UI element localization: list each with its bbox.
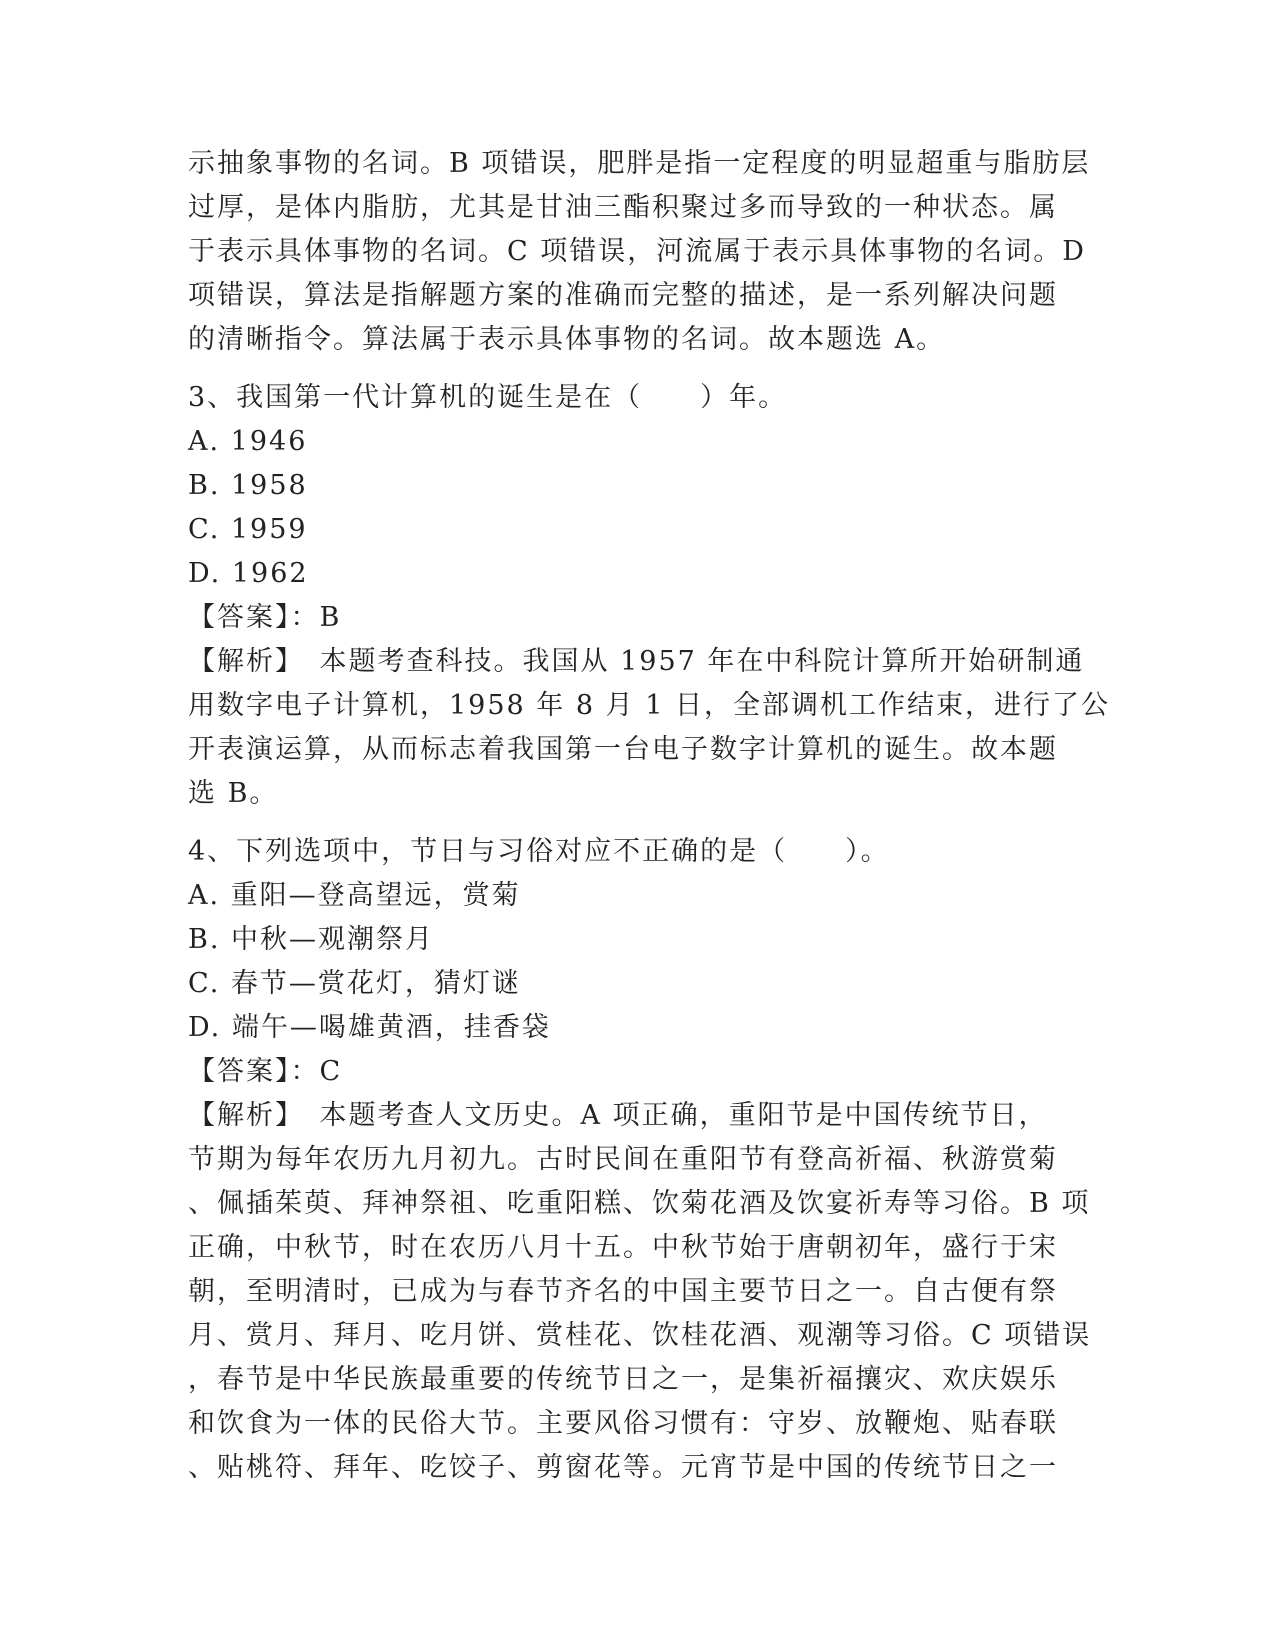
option-b: B. 中秋—观潮祭月 bbox=[188, 924, 435, 955]
option-a: A. 1946 bbox=[188, 426, 308, 457]
option-c: C. 1959 bbox=[188, 514, 308, 545]
analysis-line: 【解析】 本题考查人文历史。A 项正确，重阳节是中国传统节日， bbox=[188, 1100, 1048, 1131]
analysis-line: 朝，至明清时，已成为与春节齐名的中国主要节日之一。自古便有祭 bbox=[188, 1276, 1058, 1307]
text-line: 的清晰指令。算法属于表示具体事物的名词。故本题选 A。 bbox=[188, 324, 946, 355]
option-b: B. 1958 bbox=[188, 470, 308, 501]
question-stem: 3、我国第一代计算机的诞生是在（ ）年。 bbox=[188, 382, 788, 413]
analysis-line: 【解析】 本题考查科技。我国从 1957 年在中科院计算所开始研制通 bbox=[188, 646, 1085, 677]
text-line: 过厚，是体内脂肪，尤其是甘油三酯积聚过多而导致的一种状态。属 bbox=[188, 192, 1058, 223]
analysis-line: 月、赏月、拜月、吃月饼、赏桂花、饮桂花酒、观潮等习俗。C 项错误 bbox=[188, 1320, 1092, 1351]
analysis-line: 选 B。 bbox=[188, 778, 279, 809]
question-3 bbox=[188, 376, 1110, 816]
analysis-line: ，春节是中华民族最重要的传统节日之一，是集祈福攘灾、欢庆娱乐 bbox=[188, 1364, 1058, 1395]
analysis-line: 正确，中秋节，时在农历八月十五。中秋节始于唐朝初年，盛行于宋 bbox=[188, 1232, 1058, 1263]
question-stem: 4、下列选项中，节日与习俗对应不正确的是（ ）。 bbox=[188, 836, 890, 867]
analysis-line: 、贴桃符、拜年、吃饺子、剪窗花等。元宵节是中国的传统节日之一 bbox=[188, 1452, 1058, 1483]
analysis-line: 节期为每年农历九月初九。古时民间在重阳节有登高祈福、秋游赏菊 bbox=[188, 1144, 1058, 1175]
analysis-line: 、佩插茱萸、拜神祭祖、吃重阳糕、饮菊花酒及饮宴祈寿等习俗。B 项 bbox=[188, 1188, 1091, 1219]
option-a: A. 重阳—登高望远，赏菊 bbox=[188, 880, 521, 911]
option-d: D. 端午—喝雄黄酒，挂香袋 bbox=[188, 1012, 551, 1043]
text-line: 于表示具体事物的名词。C 项错误，河流属于表示具体事物的名词。D bbox=[188, 236, 1086, 267]
text-line: 示抽象事物的名词。B 项错误，肥胖是指一定程度的明显超重与脂肪层 bbox=[188, 148, 1091, 179]
answer-line: 【答案】：C bbox=[188, 1056, 343, 1087]
document-page bbox=[188, 142, 1110, 1490]
option-c: C. 春节—赏花灯，猜灯谜 bbox=[188, 968, 521, 999]
analysis-line: 开表演运算，从而标志着我国第一台电子数字计算机的诞生。故本题 bbox=[188, 734, 1058, 765]
continuation-paragraph bbox=[188, 142, 1091, 362]
answer-line: 【答案】：B bbox=[188, 602, 342, 633]
text-line: 项错误，算法是指解题方案的准确而完整的描述，是一系列解决问题 bbox=[188, 280, 1058, 311]
analysis-line: 和饮食为一体的民俗大节。主要风俗习惯有：守岁、放鞭炮、贴春联 bbox=[188, 1408, 1058, 1439]
analysis-line: 用数字电子计算机，1958 年 8 月 1 日，全部调机工作结束，进行了公 bbox=[188, 690, 1110, 721]
option-d: D. 1962 bbox=[188, 558, 309, 589]
question-4 bbox=[188, 830, 1092, 1490]
